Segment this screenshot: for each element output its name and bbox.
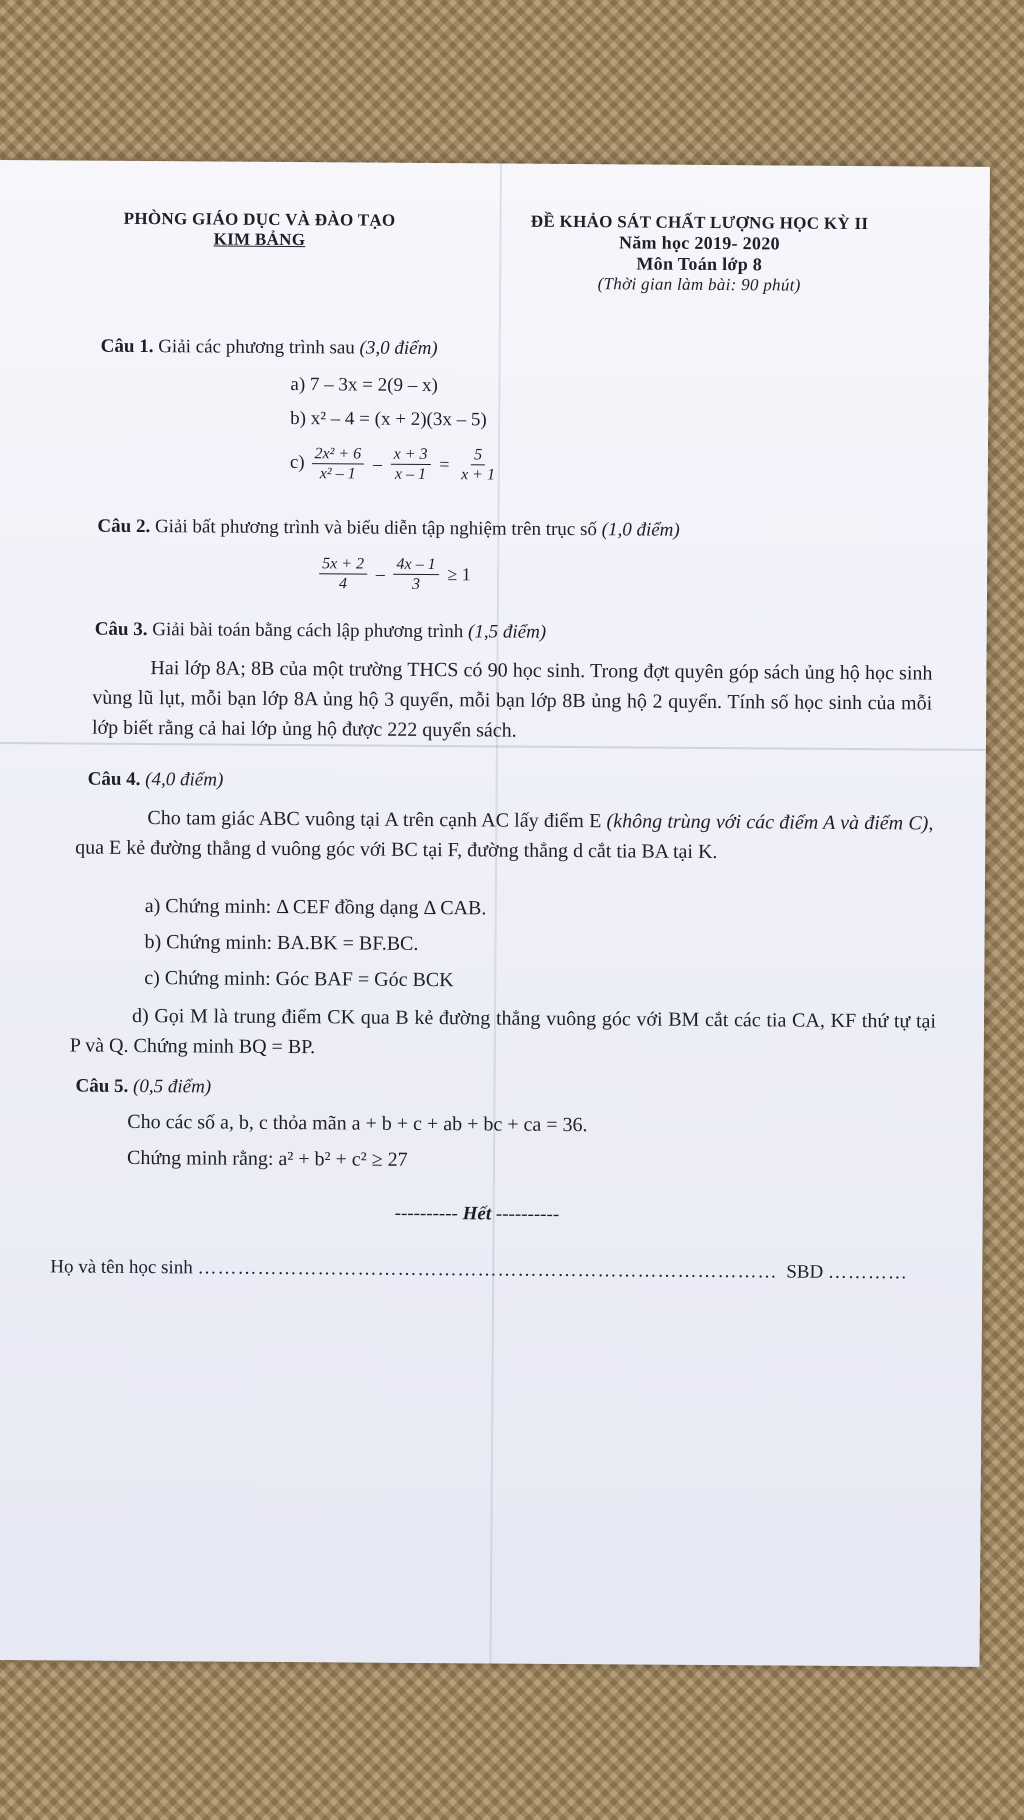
paper-fold-line [490, 163, 502, 1663]
end-marker [395, 1203, 560, 1226]
question-4-heading [88, 769, 224, 792]
question-points: (1,0 điểm) [601, 519, 680, 541]
question-text: Giải bất phương trình và biểu diễn tập nghiệm trên trục số [154, 516, 597, 541]
question-2-inequality [317, 554, 473, 594]
fraction [393, 555, 438, 594]
denominator: 3 [411, 575, 421, 593]
end-text: Hết [462, 1203, 492, 1225]
time-limit: (Thời gian làm bài: 90 phút) [597, 274, 801, 295]
question-4-body [75, 803, 933, 869]
question-text: Giải bài toán bằng cách lập phương trình [152, 619, 464, 643]
question-1a: a) 7 – 3x = 2(9 – x) [290, 374, 438, 397]
question-text: Giải các phương trình sau [158, 336, 355, 359]
question-5-heading [75, 1076, 211, 1099]
question-label: Câu 1. [100, 335, 154, 358]
fraction [319, 554, 367, 593]
question-5-prove: Chứng minh rằng: a² + b² + c² ≥ 27 [126, 1146, 408, 1171]
subject: Môn Toán lớp 8 [636, 253, 763, 275]
fraction [390, 445, 430, 484]
denominator: x + 1 [461, 466, 496, 484]
dashes: ---------- [495, 1203, 560, 1225]
student-name-blank: …………………………………………………………………………… [197, 1257, 778, 1283]
question-4b: b) Chứng minh: BA.BK = BF.BC. [144, 931, 419, 955]
student-info-line [50, 1256, 908, 1284]
numerator: 2x² + 6 [311, 444, 364, 464]
numerator: x + 3 [391, 445, 431, 465]
operator: = [439, 454, 450, 475]
numerator: 5 [471, 445, 485, 465]
numerator: 4x – 1 [394, 555, 439, 575]
student-name-label: Họ và tên học sinh [50, 1256, 193, 1279]
district-name: KIM BẢNG [213, 229, 306, 250]
school-year: Năm học 2019- 2020 [618, 232, 780, 254]
fraction [458, 445, 498, 484]
question-label: Câu 2. [97, 515, 151, 538]
department-name: PHÒNG GIÁO DỤC VÀ ĐÀO TẠO [123, 208, 396, 230]
question-1b: b) x² – 4 = (x + 2)(3x – 5) [290, 408, 487, 431]
question-points: (0,5 điểm) [133, 1075, 212, 1098]
question-1c [290, 444, 500, 484]
question-3-body: Hai lớp 8A; 8B của một trường THCS có 90 học sinh. Trong đợt quyên góp sách ủng hộ học sinh vùng lũ lụt, mỗi bạn lớp 8A ủng hộ 3 quyển, mỗi bạn lớp 8B ủng hộ 2 quyển. Tính số học sinh của mỗi lớp biết rằng cả hai lớp ủng hộ được 222 quyển sách. [91, 657, 933, 742]
question-label: Câu 5. [75, 1075, 129, 1097]
question-1-heading [101, 336, 438, 360]
denominator: x² – 1 [319, 465, 356, 483]
question-label: Câu 4. [87, 768, 141, 790]
denominator: x – 1 [394, 465, 427, 483]
numerator: 5x + 2 [319, 554, 367, 574]
question-2-heading [97, 516, 679, 542]
question-4a: a) Chứng minh: Δ CEF đồng dạng Δ CAB. [144, 895, 487, 920]
item-label: c) [289, 451, 305, 473]
question-4d: d) Gọi M là trung điểm CK qua B kẻ đường thẳng vuông góc với BM cắt các tia CA, KF thứ tự tại P và Q. Chứng minh BQ = BP. [69, 1004, 937, 1059]
question-5-condition: Cho các số a, b, c thỏa mãn a + b + c + ab + bc + ca = 36. [127, 1110, 588, 1137]
fraction [311, 444, 364, 483]
question-points: (1,5 điểm) [468, 621, 547, 643]
header-department [89, 209, 429, 251]
sbd-label: SBD [786, 1261, 824, 1283]
question-label: Câu 3. [94, 618, 148, 641]
question-3-heading [95, 619, 547, 644]
dashes: ---------- [394, 1202, 459, 1225]
operator: – [375, 563, 385, 584]
operator: ≥ 1 [447, 564, 471, 585]
exam-paper [0, 160, 990, 1667]
body-italic-text: (không trùng với các điểm A và điểm C) [606, 810, 929, 835]
question-points: (3,0 điểm) [359, 337, 438, 360]
question-4c: c) Chứng minh: Góc BAF = Góc BCK [144, 967, 454, 992]
denominator: 4 [338, 575, 348, 593]
body-text: , qua E kẻ đường thẳng d vuông góc với BC tại F, đường thẳng d cắt tia BA tại K. [75, 812, 934, 864]
sbd-blank: ………… [827, 1261, 909, 1284]
question-points: (4,0 điểm) [145, 769, 224, 791]
operator: – [372, 453, 382, 474]
header-exam-info [489, 211, 910, 296]
exam-title: ĐỀ KHẢO SÁT CHẤT LƯỢNG HỌC KỲ II [530, 211, 869, 234]
body-text: Cho tam giác ABC vuông tại A trên cạnh AC lấy điểm E [147, 807, 602, 833]
